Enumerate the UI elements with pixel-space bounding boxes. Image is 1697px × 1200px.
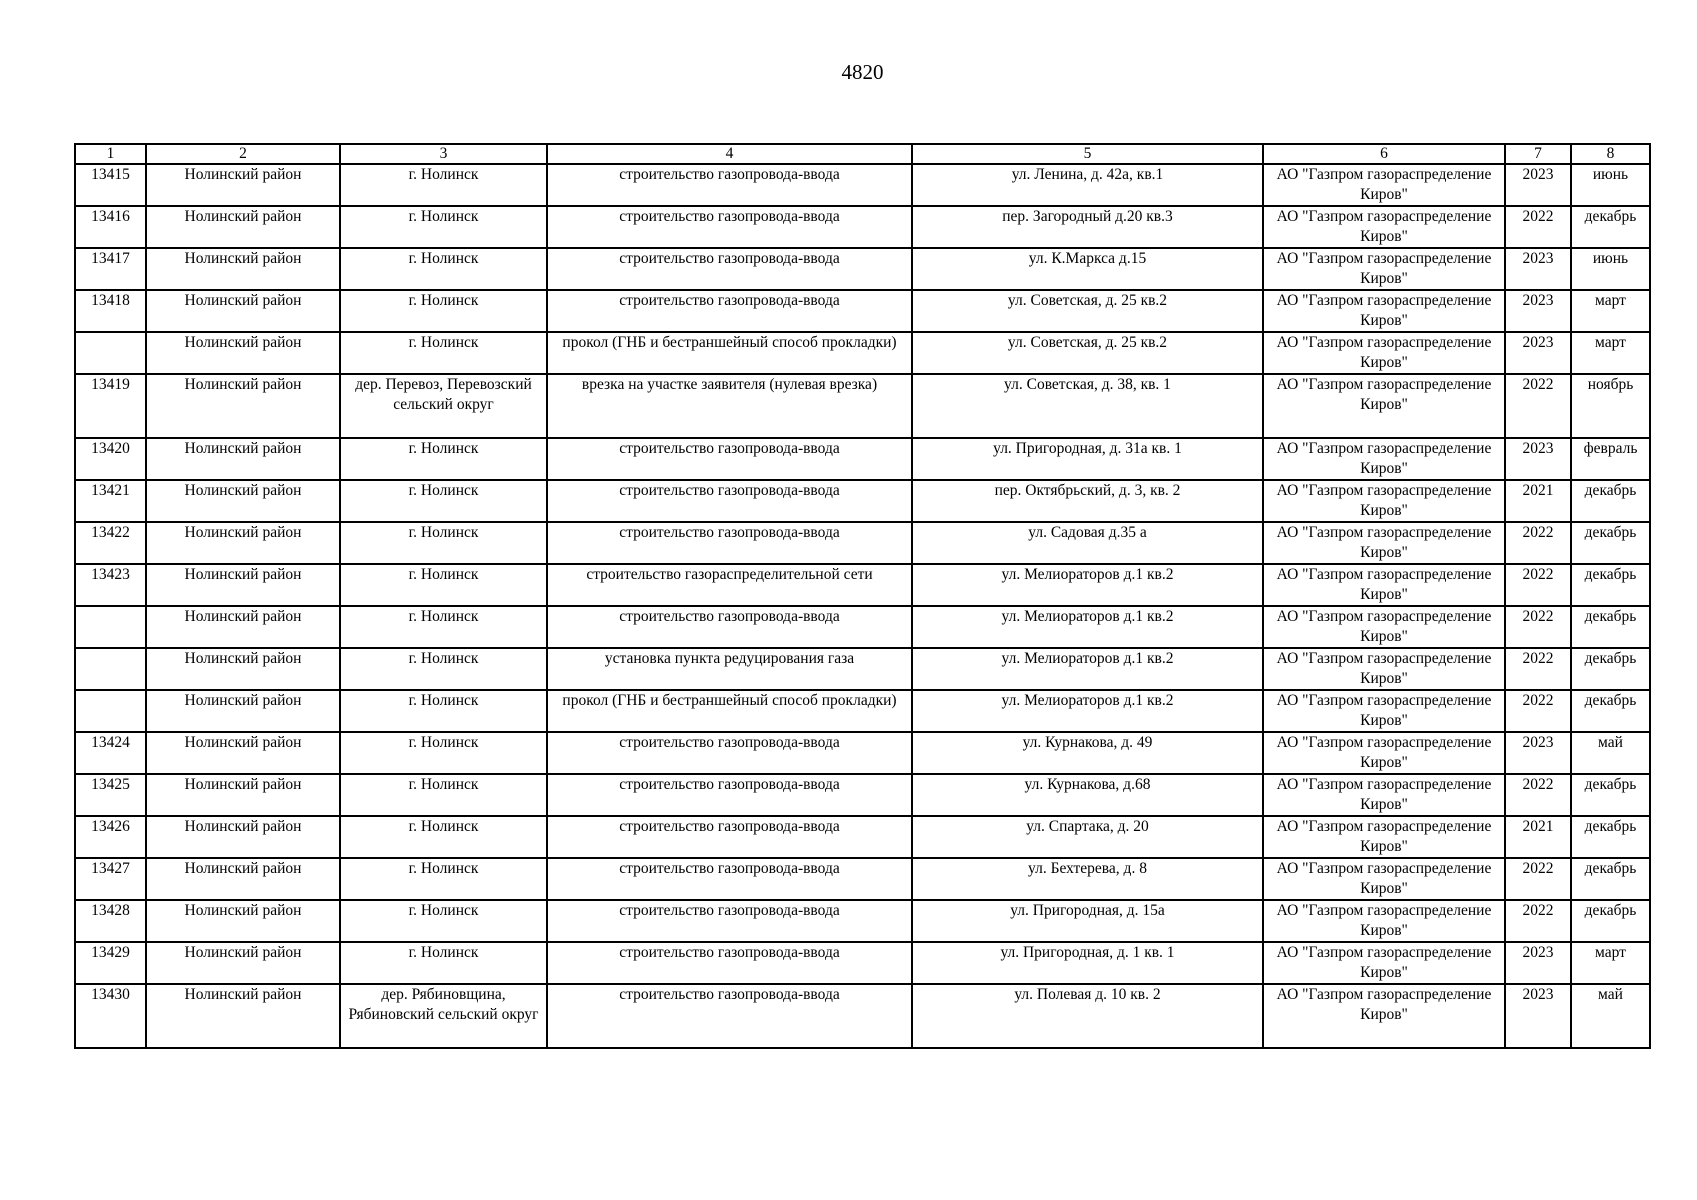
district-cell: Нолинский район [146, 900, 340, 942]
locality-cell: г. Нолинск [340, 522, 547, 564]
district-cell: Нолинский район [146, 290, 340, 332]
row-number-cell: 13429 [75, 942, 146, 984]
locality-cell: г. Нолинск [340, 164, 547, 206]
table-row [75, 438, 1650, 480]
organization-cell: АО "Газпром газораспределение Киров" [1263, 690, 1505, 732]
row-number-cell: 13425 [75, 774, 146, 816]
table-row [75, 774, 1650, 816]
table-row [75, 332, 1650, 374]
table-row [75, 290, 1650, 332]
locality-cell: г. Нолинск [340, 816, 547, 858]
work-type-cell: строительство газопровода-ввода [547, 438, 912, 480]
year-cell: 2022 [1505, 606, 1571, 648]
row-number-cell: 13426 [75, 816, 146, 858]
address-cell: ул. Мелиораторов д.1 кв.2 [912, 564, 1263, 606]
year-cell: 2023 [1505, 984, 1571, 1048]
month-cell: декабрь [1571, 564, 1650, 606]
district-cell: Нолинский район [146, 248, 340, 290]
month-cell: июнь [1571, 164, 1650, 206]
row-number-cell: 13430 [75, 984, 146, 1048]
row-number-cell [75, 648, 146, 690]
month-cell: март [1571, 942, 1650, 984]
month-cell: март [1571, 290, 1650, 332]
address-cell: ул. Мелиораторов д.1 кв.2 [912, 606, 1263, 648]
month-cell: май [1571, 732, 1650, 774]
locality-cell: г. Нолинск [340, 438, 547, 480]
row-number-cell: 13419 [75, 374, 146, 438]
address-cell: ул. К.Маркса д.15 [912, 248, 1263, 290]
organization-cell: АО "Газпром газораспределение Киров" [1263, 480, 1505, 522]
month-cell: декабрь [1571, 900, 1650, 942]
locality-cell: г. Нолинск [340, 290, 547, 332]
address-cell: ул. Курнакова, д.68 [912, 774, 1263, 816]
address-cell: ул. Пригородная, д. 1 кв. 1 [912, 942, 1263, 984]
table-row [75, 480, 1650, 522]
year-cell: 2022 [1505, 648, 1571, 690]
locality-cell: г. Нолинск [340, 648, 547, 690]
address-cell: ул. Спартака, д. 20 [912, 816, 1263, 858]
organization-cell: АО "Газпром газораспределение Киров" [1263, 732, 1505, 774]
row-number-cell: 13416 [75, 206, 146, 248]
row-number-cell: 13421 [75, 480, 146, 522]
page-number: 4820 [841, 60, 884, 84]
district-cell: Нолинский район [146, 480, 340, 522]
year-cell: 2023 [1505, 732, 1571, 774]
column-header: 2 [146, 144, 340, 164]
address-cell: ул. Пригородная, д. 31а кв. 1 [912, 438, 1263, 480]
district-cell: Нолинский район [146, 942, 340, 984]
work-type-cell: строительство газопровода-ввода [547, 164, 912, 206]
year-cell: 2022 [1505, 774, 1571, 816]
year-cell: 2022 [1505, 522, 1571, 564]
month-cell: февраль [1571, 438, 1650, 480]
district-cell: Нолинский район [146, 774, 340, 816]
organization-cell: АО "Газпром газораспределение Киров" [1263, 374, 1505, 438]
locality-cell: г. Нолинск [340, 732, 547, 774]
locality-cell: дер. Рябиновщина, Рябиновский сельский округ [340, 984, 547, 1048]
row-number-cell [75, 690, 146, 732]
month-cell: март [1571, 332, 1650, 374]
work-type-cell: строительство газопровода-ввода [547, 984, 912, 1048]
year-cell: 2022 [1505, 858, 1571, 900]
district-cell: Нолинский район [146, 690, 340, 732]
organization-cell: АО "Газпром газораспределение Киров" [1263, 984, 1505, 1048]
month-cell: декабрь [1571, 816, 1650, 858]
month-cell: декабрь [1571, 690, 1650, 732]
table-row [75, 858, 1650, 900]
table-row [75, 522, 1650, 564]
work-type-cell: строительство газораспределительной сети [547, 564, 912, 606]
year-cell: 2022 [1505, 374, 1571, 438]
address-cell: ул. Садовая д.35 а [912, 522, 1263, 564]
month-cell: декабрь [1571, 858, 1650, 900]
work-type-cell: прокол (ГНБ и бестраншейный способ прокладки) [547, 332, 912, 374]
month-cell: ноябрь [1571, 374, 1650, 438]
column-header: 5 [912, 144, 1263, 164]
organization-cell: АО "Газпром газораспределение Киров" [1263, 816, 1505, 858]
table-row [75, 164, 1650, 206]
organization-cell: АО "Газпром газораспределение Киров" [1263, 774, 1505, 816]
organization-cell: АО "Газпром газораспределение Киров" [1263, 332, 1505, 374]
table-row [75, 648, 1650, 690]
row-number-cell [75, 606, 146, 648]
year-cell: 2022 [1505, 206, 1571, 248]
address-cell: ул. Пригородная, д. 15а [912, 900, 1263, 942]
year-cell: 2023 [1505, 438, 1571, 480]
organization-cell: АО "Газпром газораспределение Киров" [1263, 858, 1505, 900]
table-row [75, 374, 1650, 438]
district-cell: Нолинский район [146, 984, 340, 1048]
organization-cell: АО "Газпром газораспределение Киров" [1263, 290, 1505, 332]
year-cell: 2022 [1505, 564, 1571, 606]
column-header: 1 [75, 144, 146, 164]
address-cell: пер. Октябрьский, д. 3, кв. 2 [912, 480, 1263, 522]
organization-cell: АО "Газпром газораспределение Киров" [1263, 900, 1505, 942]
district-cell: Нолинский район [146, 164, 340, 206]
table-row [75, 248, 1650, 290]
work-type-cell: строительство газопровода-ввода [547, 774, 912, 816]
work-type-cell: строительство газопровода-ввода [547, 206, 912, 248]
organization-cell: АО "Газпром газораспределение Киров" [1263, 564, 1505, 606]
year-cell: 2023 [1505, 290, 1571, 332]
month-cell: май [1571, 984, 1650, 1048]
table-row [75, 564, 1650, 606]
address-cell: пер. Загородный д.20 кв.3 [912, 206, 1263, 248]
work-type-cell: прокол (ГНБ и бестраншейный способ прокладки) [547, 690, 912, 732]
month-cell: декабрь [1571, 774, 1650, 816]
column-header: 8 [1571, 144, 1650, 164]
month-cell: декабрь [1571, 206, 1650, 248]
locality-cell: г. Нолинск [340, 564, 547, 606]
row-number-cell: 13428 [75, 900, 146, 942]
work-type-cell: врезка на участке заявителя (нулевая врезка) [547, 374, 912, 438]
table-row [75, 984, 1650, 1048]
locality-cell: г. Нолинск [340, 332, 547, 374]
organization-cell: АО "Газпром газораспределение Киров" [1263, 248, 1505, 290]
organization-cell: АО "Газпром газораспределение Киров" [1263, 206, 1505, 248]
locality-cell: г. Нолинск [340, 690, 547, 732]
column-header: 6 [1263, 144, 1505, 164]
locality-cell: г. Нолинск [340, 858, 547, 900]
address-cell: ул. Советская, д. 25 кв.2 [912, 332, 1263, 374]
column-header: 4 [547, 144, 912, 164]
row-number-cell: 13424 [75, 732, 146, 774]
locality-cell: г. Нолинск [340, 774, 547, 816]
table-row [75, 690, 1650, 732]
month-cell: декабрь [1571, 648, 1650, 690]
district-cell: Нолинский район [146, 332, 340, 374]
month-cell: декабрь [1571, 480, 1650, 522]
row-number-cell: 13417 [75, 248, 146, 290]
organization-cell: АО "Газпром газораспределение Киров" [1263, 648, 1505, 690]
address-cell: ул. Мелиораторов д.1 кв.2 [912, 648, 1263, 690]
month-cell: декабрь [1571, 606, 1650, 648]
month-cell: июнь [1571, 248, 1650, 290]
district-cell: Нолинский район [146, 522, 340, 564]
district-cell: Нолинский район [146, 438, 340, 480]
work-type-cell: строительство газопровода-ввода [547, 290, 912, 332]
locality-cell: г. Нолинск [340, 606, 547, 648]
district-cell: Нолинский район [146, 206, 340, 248]
address-cell: ул. Полевая д. 10 кв. 2 [912, 984, 1263, 1048]
organization-cell: АО "Газпром газораспределение Киров" [1263, 942, 1505, 984]
row-number-cell [75, 332, 146, 374]
address-cell: ул. Мелиораторов д.1 кв.2 [912, 690, 1263, 732]
table-row [75, 732, 1650, 774]
column-header: 7 [1505, 144, 1571, 164]
address-cell: ул. Бехтерева, д. 8 [912, 858, 1263, 900]
column-header: 3 [340, 144, 547, 164]
work-type-cell: строительство газопровода-ввода [547, 858, 912, 900]
work-type-cell: строительство газопровода-ввода [547, 732, 912, 774]
year-cell: 2021 [1505, 480, 1571, 522]
table-row [75, 816, 1650, 858]
table-header-row [75, 144, 1650, 164]
organization-cell: АО "Газпром газораспределение Киров" [1263, 438, 1505, 480]
year-cell: 2022 [1505, 900, 1571, 942]
locality-cell: дер. Перевоз, Перевозский сельский округ [340, 374, 547, 438]
work-type-cell: строительство газопровода-ввода [547, 480, 912, 522]
district-cell: Нолинский район [146, 606, 340, 648]
address-cell: ул. Курнакова, д. 49 [912, 732, 1263, 774]
month-cell: декабрь [1571, 522, 1650, 564]
district-cell: Нолинский район [146, 816, 340, 858]
year-cell: 2023 [1505, 248, 1571, 290]
row-number-cell: 13418 [75, 290, 146, 332]
row-number-cell: 13420 [75, 438, 146, 480]
row-number-cell: 13427 [75, 858, 146, 900]
work-type-cell: строительство газопровода-ввода [547, 606, 912, 648]
locality-cell: г. Нолинск [340, 942, 547, 984]
year-cell: 2021 [1505, 816, 1571, 858]
work-type-cell: строительство газопровода-ввода [547, 816, 912, 858]
work-type-cell: строительство газопровода-ввода [547, 522, 912, 564]
year-cell: 2023 [1505, 164, 1571, 206]
district-cell: Нолинский район [146, 374, 340, 438]
district-cell: Нолинский район [146, 648, 340, 690]
address-cell: ул. Советская, д. 38, кв. 1 [912, 374, 1263, 438]
organization-cell: АО "Газпром газораспределение Киров" [1263, 606, 1505, 648]
year-cell: 2022 [1505, 690, 1571, 732]
table-row [75, 900, 1650, 942]
data-table [74, 143, 1651, 1049]
row-number-cell: 13422 [75, 522, 146, 564]
locality-cell: г. Нолинск [340, 206, 547, 248]
table-row [75, 206, 1650, 248]
work-type-cell: строительство газопровода-ввода [547, 248, 912, 290]
table-row [75, 942, 1650, 984]
district-cell: Нолинский район [146, 564, 340, 606]
address-cell: ул. Советская, д. 25 кв.2 [912, 290, 1263, 332]
district-cell: Нолинский район [146, 858, 340, 900]
locality-cell: г. Нолинск [340, 900, 547, 942]
table-body [75, 164, 1650, 1048]
locality-cell: г. Нолинск [340, 248, 547, 290]
district-cell: Нолинский район [146, 732, 340, 774]
year-cell: 2023 [1505, 942, 1571, 984]
organization-cell: АО "Газпром газораспределение Киров" [1263, 164, 1505, 206]
work-type-cell: строительство газопровода-ввода [547, 942, 912, 984]
row-number-cell: 13423 [75, 564, 146, 606]
row-number-cell: 13415 [75, 164, 146, 206]
work-type-cell: установка пункта редуцирования газа [547, 648, 912, 690]
locality-cell: г. Нолинск [340, 480, 547, 522]
address-cell: ул. Ленина, д. 42а, кв.1 [912, 164, 1263, 206]
year-cell: 2023 [1505, 332, 1571, 374]
table-row [75, 606, 1650, 648]
work-type-cell: строительство газопровода-ввода [547, 900, 912, 942]
organization-cell: АО "Газпром газораспределение Киров" [1263, 522, 1505, 564]
